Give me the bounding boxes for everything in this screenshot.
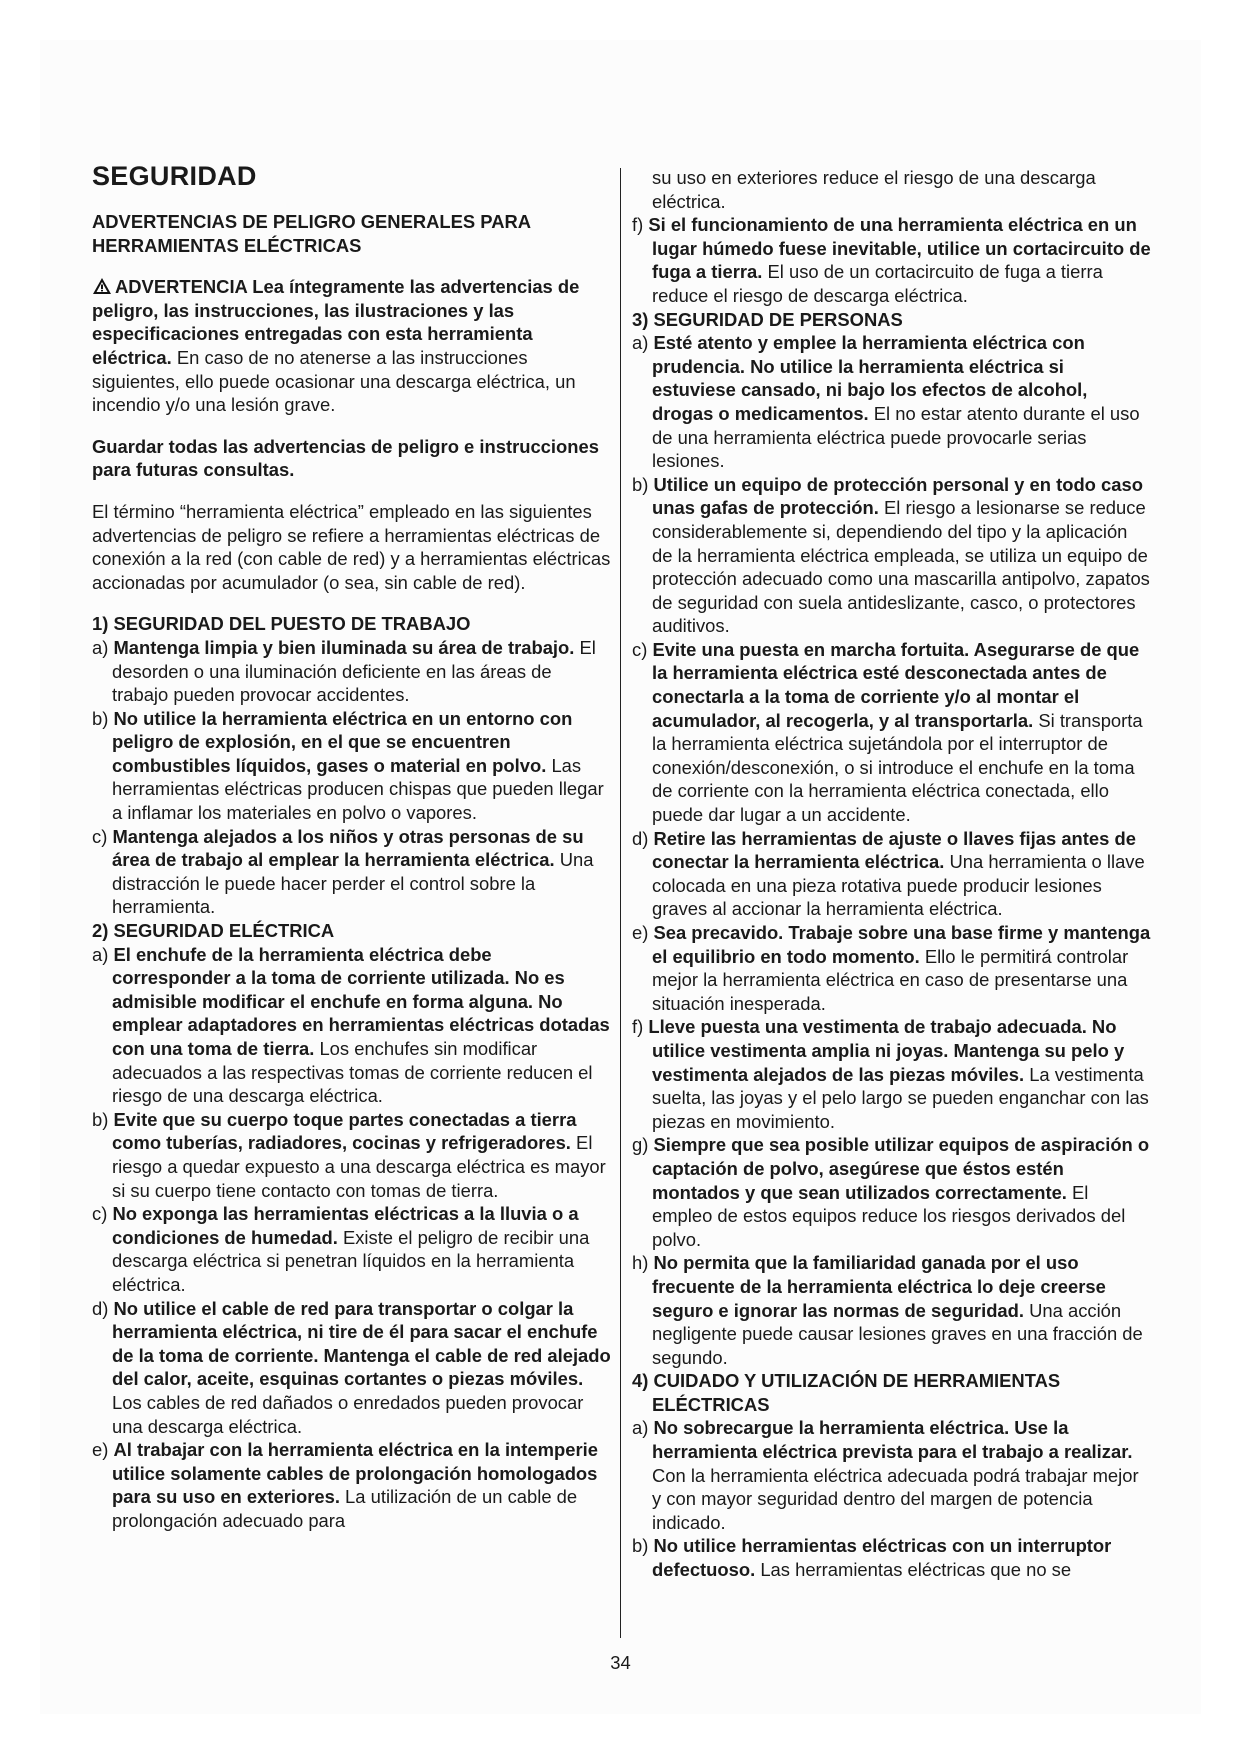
warning-triangle-icon xyxy=(92,277,112,295)
section-subtitle: ADVERTENCIAS DE PELIGRO GENERALES PARA HERRAMIENTAS ELÉCTRICAS xyxy=(92,211,531,256)
list-item: a) Mantenga limpia y bien iluminada su área de trabajo. El desorden o una iluminación deficiente en las áreas de trabajo pueden provocar accidentes. xyxy=(92,636,596,706)
section-3-title: 3) SEGURIDAD DE PERSONAS xyxy=(632,308,903,330)
list-item: f) Lleve puesta una vestimenta de trabajo adecuada. No utilice vestimenta amplia ni joyas. Mantenga su pelo y vestimenta alejados de las piezas móviles. La vestimenta suelta, las joyas y el pelo largo se pueden enganchar con las piezas en movimiento. xyxy=(632,1016,1149,1132)
list-item: a) No sobrecargue la herramienta eléctrica. Use la herramienta eléctrica prevista para el trabajo a realizar. Con la herramienta eléctrica adecuada podrá trabajar mejor y con mayor seguridad dentro del margen de potencia indicado. xyxy=(632,1417,1139,1533)
list-item: e) Al trabajar con la herramienta eléctrica en la intemperie utilice solamente cables de prolongación homologados para su uso en exteriores. La utilización de un cable de prolongación adecuado para xyxy=(92,1439,598,1531)
save-instructions-note: Guardar todas las advertencias de peligro e instrucciones para futuras consultas. xyxy=(92,435,599,481)
right-column xyxy=(632,166,1152,1582)
page-number: 34 xyxy=(610,1652,631,1673)
list-item-continuation: su uso en exteriores reduce el riesgo de una descarga eléctrica. xyxy=(652,167,1096,212)
section-4-title: 4) CUIDADO Y UTILIZACIÓN DE HERRAMIENTAS ELÉCTRICAS xyxy=(632,1370,1061,1415)
list-item: c) Mantenga alejados a los niños y otras personas de su área de trabajo al emplear la herramienta eléctrica. Una distracción le puede hacer perder el control sobre la herramienta. xyxy=(92,825,594,918)
list-item: e) Sea precavido. Trabaje sobre una base firme y mantenga el equilibrio en todo momento. Ello le permitirá controlar mejor la herramienta eléctrica en caso de presentarse una situación inesperada. xyxy=(632,922,1151,1014)
list-item: c) Evite una puesta en marcha fortuita. Asegurarse de que la herramienta eléctrica esté desconectada antes de conectarla a la toma de corriente y/o al montar el acumulador, al recogerla, y al transportarla. Si transporta la herramienta eléctrica sujetándola por el interruptor de conexión/desconexión, o si introduce el enchufe en la toma de corriente con la herramienta eléctrica conectada, ello puede dar lugar a un accidente. xyxy=(632,638,1143,826)
list-item: d) No utilice el cable de red para transportar o colgar la herramienta eléctrica, ni tire de él para sacar el enchufe de la toma de corriente. Mantenga el cable de red alejado del calor, aceite, esquinas cortantes o piezas móviles. Los cables de red dañados o enredados pueden provocar una descarga eléctrica. xyxy=(92,1297,611,1437)
list-item: b) No utilice la herramienta eléctrica en un entorno con peligro de explosión, en el que se encuentren combustibles líquidos, gases o material en polvo. Las herramientas eléctricas producen chispas que pueden llegar a inflamar los materiales en polvo o vapores. xyxy=(92,707,604,824)
list-item: d) Retire las herramientas de ajuste o llaves fijas antes de conectar la herramienta eléctrica. Una herramienta o llave colocada en una pieza rotativa puede producir lesiones graves al accionar la herramienta eléctrica. xyxy=(632,827,1145,920)
term-note: El término “herramienta eléctrica” empleado en las siguientes advertencias de peligro se refiere a herramientas eléctricas de conexión a la red (con cable de red) y a herramientas eléctricas accionadas por acumulador (o sea, sin cable de red). xyxy=(92,500,611,593)
warning-paragraph xyxy=(92,275,612,417)
section-1-title: 1) SEGURIDAD DEL PUESTO DE TRABAJO xyxy=(92,613,471,635)
list-item: a) Esté atento y emplee la herramienta eléctrica con prudencia. No utilice la herramienta eléctrica si estuviese cansado, ni bajo los efectos de alcohol, drogas o medicamentos. El no estar atento durante el uso de una herramienta eléctrica puede provocarle serias lesiones. xyxy=(632,332,1140,472)
list-item: b) No utilice herramientas eléctricas con un interruptor defectuoso. Las herramientas eléctricas que no se xyxy=(632,1535,1112,1581)
list-item: a) El enchufe de la herramienta eléctrica debe corresponder a la toma de corriente utilizada. No es admisible modificar el enchufe en forma alguna. No emplear adaptadores en herramientas eléctricas dotadas con una toma de tierra. Los enchufes sin modificar adecuados a las respectivas tomas de corriente reducen el riesgo de una descarga eléctrica. xyxy=(92,943,610,1107)
list-item: h) No permita que la familiaridad ganada por el uso frecuente de la herramienta eléctrica lo deje creerse seguro e ignorar las normas de seguridad. Una acción negligente puede causar lesiones graves en una fracción de segundo. xyxy=(632,1252,1143,1368)
left-column xyxy=(92,160,612,1532)
list-item: b) Utilice un equipo de protección personal y en todo caso unas gafas de protección. El riesgo a lesionarse se reduce considerablemente si, dependiendo del tipo y la aplicación de la herramienta eléctrica empleada, se utiliza un equipo de protección adecuado como una mascarilla antipolvo, zapatos de seguridad con suela antideslizante, casco, o protectores auditivos. xyxy=(632,473,1150,637)
list-item: f) Si el funcionamiento de una herramienta eléctrica en un lugar húmedo fuese inevitable, utilice un cortacircuito de fuga a tierra. El uso de un cortacircuito de fuga a tierra reduce el riesgo de descarga eléctrica. xyxy=(632,214,1151,306)
warning-bold: ADVERTENCIA Lea íntegramente las advertencias de peligro, las instrucciones, las ilustraciones y las especificaciones entregadas con esta herramienta eléctrica. xyxy=(92,276,580,368)
list-item: g) Siempre que sea posible utilizar equipos de aspiración o captación de polvo, asegúrese que éstos estén montados y que sean utilizados correctamente. El empleo de estos equipos reduce los riesgos derivados del polvo. xyxy=(632,1134,1150,1250)
list-item: c) No exponga las herramientas eléctricas a la lluvia o a condiciones de humedad. Existe el peligro de recibir una descarga eléctrica si penetran líquidos en la herramienta eléctrica. xyxy=(92,1203,590,1295)
warning-text: En caso de no atenerse a las instrucciones siguientes, ello puede ocasionar una descarga eléctrica, un incendio y/o una lesión grave. xyxy=(92,346,576,416)
list-item: b) Evite que su cuerpo toque partes conectadas a tierra como tuberías, radiadores, cocinas y refrigeradores. El riesgo a quedar expuesto a una descarga eléctrica es mayor si su cuerpo tiene contacto con tomas de tierra. xyxy=(92,1108,606,1201)
page-title: SEGURIDAD xyxy=(92,161,257,191)
column-divider xyxy=(620,168,621,1638)
section-2-title: 2) SEGURIDAD ELÉCTRICA xyxy=(92,920,335,942)
